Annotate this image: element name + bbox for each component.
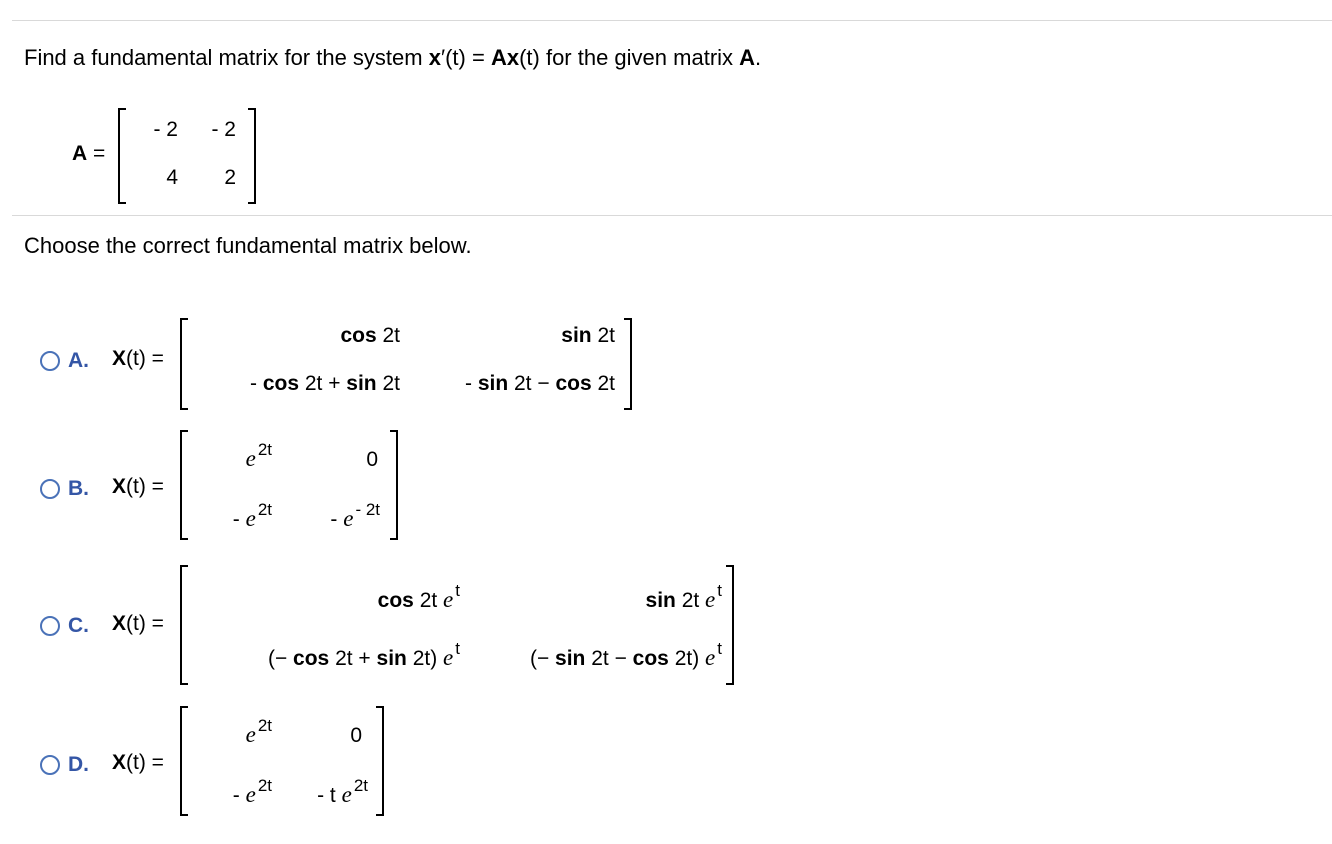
matrix-cell: cos 2t e $^t$ xyxy=(377,581,460,612)
option-letter-a: A. xyxy=(68,349,89,372)
matrix-cell: - t e $^{2t}$ xyxy=(317,776,368,807)
matrix-cell: - e $^{2t}$ xyxy=(232,776,272,807)
option-b[interactable] xyxy=(0,428,700,540)
right-bracket xyxy=(624,318,632,410)
matrix-cell: - cos 2t + sin 2t xyxy=(250,372,400,395)
option-label-c: X(t) = xyxy=(112,612,164,635)
matrix-cell: (− cos 2t + sin 2t) e $^t$ xyxy=(267,639,460,670)
option-a[interactable] xyxy=(0,310,700,410)
question-text: Find a fundamental matrix for the system x′(t) = Ax(t) for the given matrix A. xyxy=(24,45,762,70)
matrix-cell: - sin 2t − cos 2t xyxy=(465,372,615,395)
matrix-cell: (− sin 2t − cos 2t) e $^t$ xyxy=(529,639,722,670)
matrix-cell: cos 2t xyxy=(340,324,400,347)
right-bracket xyxy=(390,430,398,540)
matrix-a-label: A = xyxy=(72,142,106,165)
matrix-cell: sin 2t e $^t$ xyxy=(645,581,722,612)
instruction-text: Choose the correct fundamental matrix below. xyxy=(24,233,472,258)
radio-button-b[interactable] xyxy=(40,479,60,499)
left-bracket xyxy=(180,318,188,410)
matrix-cell: - e $^{2t}$ xyxy=(232,500,272,531)
top-divider xyxy=(12,20,1332,21)
radio-button-c[interactable] xyxy=(40,616,60,636)
matrix-a xyxy=(0,100,300,210)
matrix-cell: sin 2t xyxy=(561,324,615,347)
matrix-cell: - e $^{- 2t}$ xyxy=(330,500,380,531)
option-d[interactable] xyxy=(0,704,700,816)
matrix-a-cell: 4 xyxy=(166,166,178,189)
radio-button-d[interactable] xyxy=(40,755,60,775)
right-bracket xyxy=(726,565,734,685)
matrix-cell: e $^{2t}$ xyxy=(245,440,272,471)
right-bracket xyxy=(376,706,384,816)
matrix-a-cell: - 2 xyxy=(153,118,178,141)
option-c[interactable] xyxy=(0,565,760,685)
option-label-b: X(t) = xyxy=(112,475,164,498)
left-bracket xyxy=(118,108,126,204)
right-bracket xyxy=(248,108,256,204)
option-letter-d: D. xyxy=(68,753,89,776)
option-label-a: X(t) = xyxy=(112,347,164,370)
section-divider xyxy=(12,215,1332,216)
matrix-a-cell: - 2 xyxy=(211,118,236,141)
option-letter-b: B. xyxy=(68,477,89,500)
matrix-cell: 0 xyxy=(366,448,378,471)
left-bracket xyxy=(180,706,188,816)
radio-button-a[interactable] xyxy=(40,351,60,371)
left-bracket xyxy=(180,430,188,540)
option-letter-c: C. xyxy=(68,614,89,637)
matrix-cell: 0 xyxy=(350,724,362,747)
option-label-d: X(t) = xyxy=(112,751,164,774)
matrix-cell: e $^{2t}$ xyxy=(245,716,272,747)
matrix-a-cell: 2 xyxy=(224,166,236,189)
left-bracket xyxy=(180,565,188,685)
